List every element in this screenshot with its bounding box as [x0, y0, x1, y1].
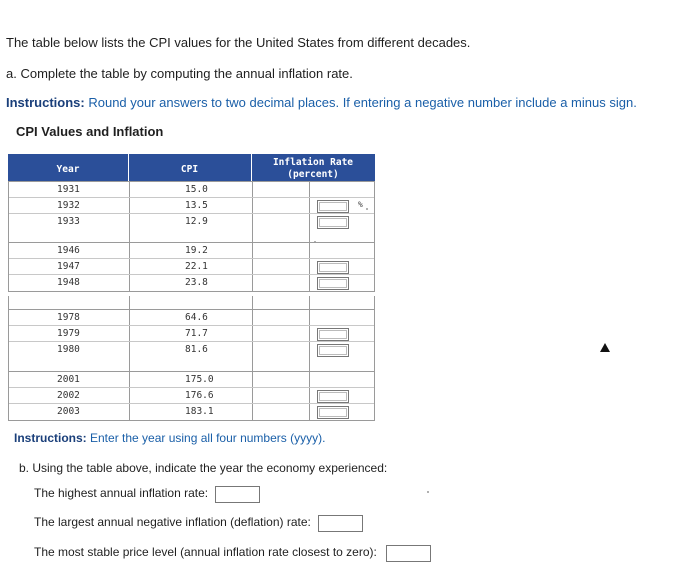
inflation-rate-input[interactable] [317, 406, 349, 419]
most-stable-year-input[interactable] [386, 545, 431, 562]
header-inflation-rate [251, 154, 375, 184]
table-spacer-row [8, 358, 375, 371]
year-cell: 2003 [57, 406, 80, 417]
instructions-text: Round your answers to two decimal places. If entering a negative number include a minus sign. [84, 95, 637, 110]
table-spacer-row [8, 229, 375, 242]
year-cell: 1978 [57, 312, 80, 323]
year-cell: 1946 [57, 245, 80, 256]
highest-inflation-year-input[interactable] [215, 486, 260, 503]
table-row [9, 372, 374, 388]
stray-dot [427, 491, 429, 493]
inflation-rate-input[interactable] [317, 200, 349, 213]
table-row [9, 275, 374, 291]
table-row [9, 404, 374, 420]
inflation-rate-input[interactable] [317, 344, 349, 357]
inflation-rate-input[interactable] [317, 328, 349, 341]
header-rate-line2: (percent) [287, 169, 339, 180]
year-cell: 1979 [57, 328, 80, 339]
cpi-table [8, 154, 375, 419]
table-spacer-row [8, 296, 375, 309]
table-row [9, 342, 374, 358]
inflation-rate-input[interactable] [317, 277, 349, 290]
cpi-cell: 175.0 [185, 374, 214, 385]
cpi-cell: 71.7 [185, 328, 208, 339]
instructions-label: Instructions: [6, 95, 85, 110]
table-row [9, 182, 374, 198]
inflation-rate-input[interactable] [317, 390, 349, 403]
table-group [8, 309, 375, 359]
table-row [9, 310, 374, 326]
instructions-rounding [6, 95, 637, 110]
largest-deflation-year-input[interactable] [318, 515, 363, 532]
table-group [8, 242, 375, 292]
table-group [8, 371, 375, 421]
header-year: Year [56, 163, 80, 175]
year-cell: 1980 [57, 344, 80, 355]
question-largest-deflation: The largest annual negative inflation (deflation) rate: [34, 515, 311, 529]
cpi-cell: 13.5 [185, 200, 208, 211]
inflation-rate-input[interactable] [317, 216, 349, 229]
cpi-cell: 19.2 [185, 245, 208, 256]
table-title: CPI Values and Inflation [16, 124, 164, 139]
header-rate-line1: Inflation Rate [272, 157, 354, 168]
year-cell: 2002 [57, 390, 80, 401]
table-group [8, 181, 375, 231]
table-row [9, 388, 374, 404]
year-cell: 1931 [57, 184, 80, 195]
table-row [9, 259, 374, 275]
cursor-icon [600, 343, 610, 352]
part-b-prompt: b. Using the table above, indicate the year the economy experienced: [19, 461, 388, 475]
year-cell: 1932 [57, 200, 80, 211]
stray-dot [366, 208, 368, 210]
table-row [9, 243, 374, 259]
instructions2-text: Enter the year using all four numbers (yyyy). [86, 431, 326, 445]
instructions-year [14, 431, 325, 445]
cpi-cell: 12.9 [185, 216, 208, 227]
cpi-cell: 22.1 [185, 261, 208, 272]
year-cell: 2001 [57, 374, 80, 385]
table-row [9, 198, 374, 214]
cpi-cell: 23.8 [185, 277, 208, 288]
question-most-stable: The most stable price level (annual inflation rate closest to zero): [34, 545, 377, 559]
year-cell: 1947 [57, 261, 80, 272]
table-row [9, 214, 374, 230]
cpi-cell: 81.6 [185, 344, 208, 355]
inflation-rate-input[interactable] [317, 261, 349, 274]
year-cell: 1933 [57, 216, 80, 227]
instructions2-label: Instructions: [14, 431, 87, 445]
table-header [8, 154, 375, 184]
year-cell: 1948 [57, 277, 80, 288]
part-a-prompt: a. Complete the table by computing the annual inflation rate. [6, 66, 353, 81]
cpi-cell: 183.1 [185, 406, 214, 417]
cpi-cell: 64.6 [185, 312, 208, 323]
percent-sign: % [358, 200, 363, 209]
cpi-cell: 15.0 [185, 184, 208, 195]
cpi-cell: 176.6 [185, 390, 214, 401]
table-row [9, 326, 374, 342]
header-cpi: CPI [180, 163, 199, 175]
question-intro: The table below lists the CPI values for the United States from different decades. [6, 35, 471, 50]
stray-dot [314, 241, 316, 243]
question-highest-inflation: The highest annual inflation rate: [34, 486, 209, 500]
